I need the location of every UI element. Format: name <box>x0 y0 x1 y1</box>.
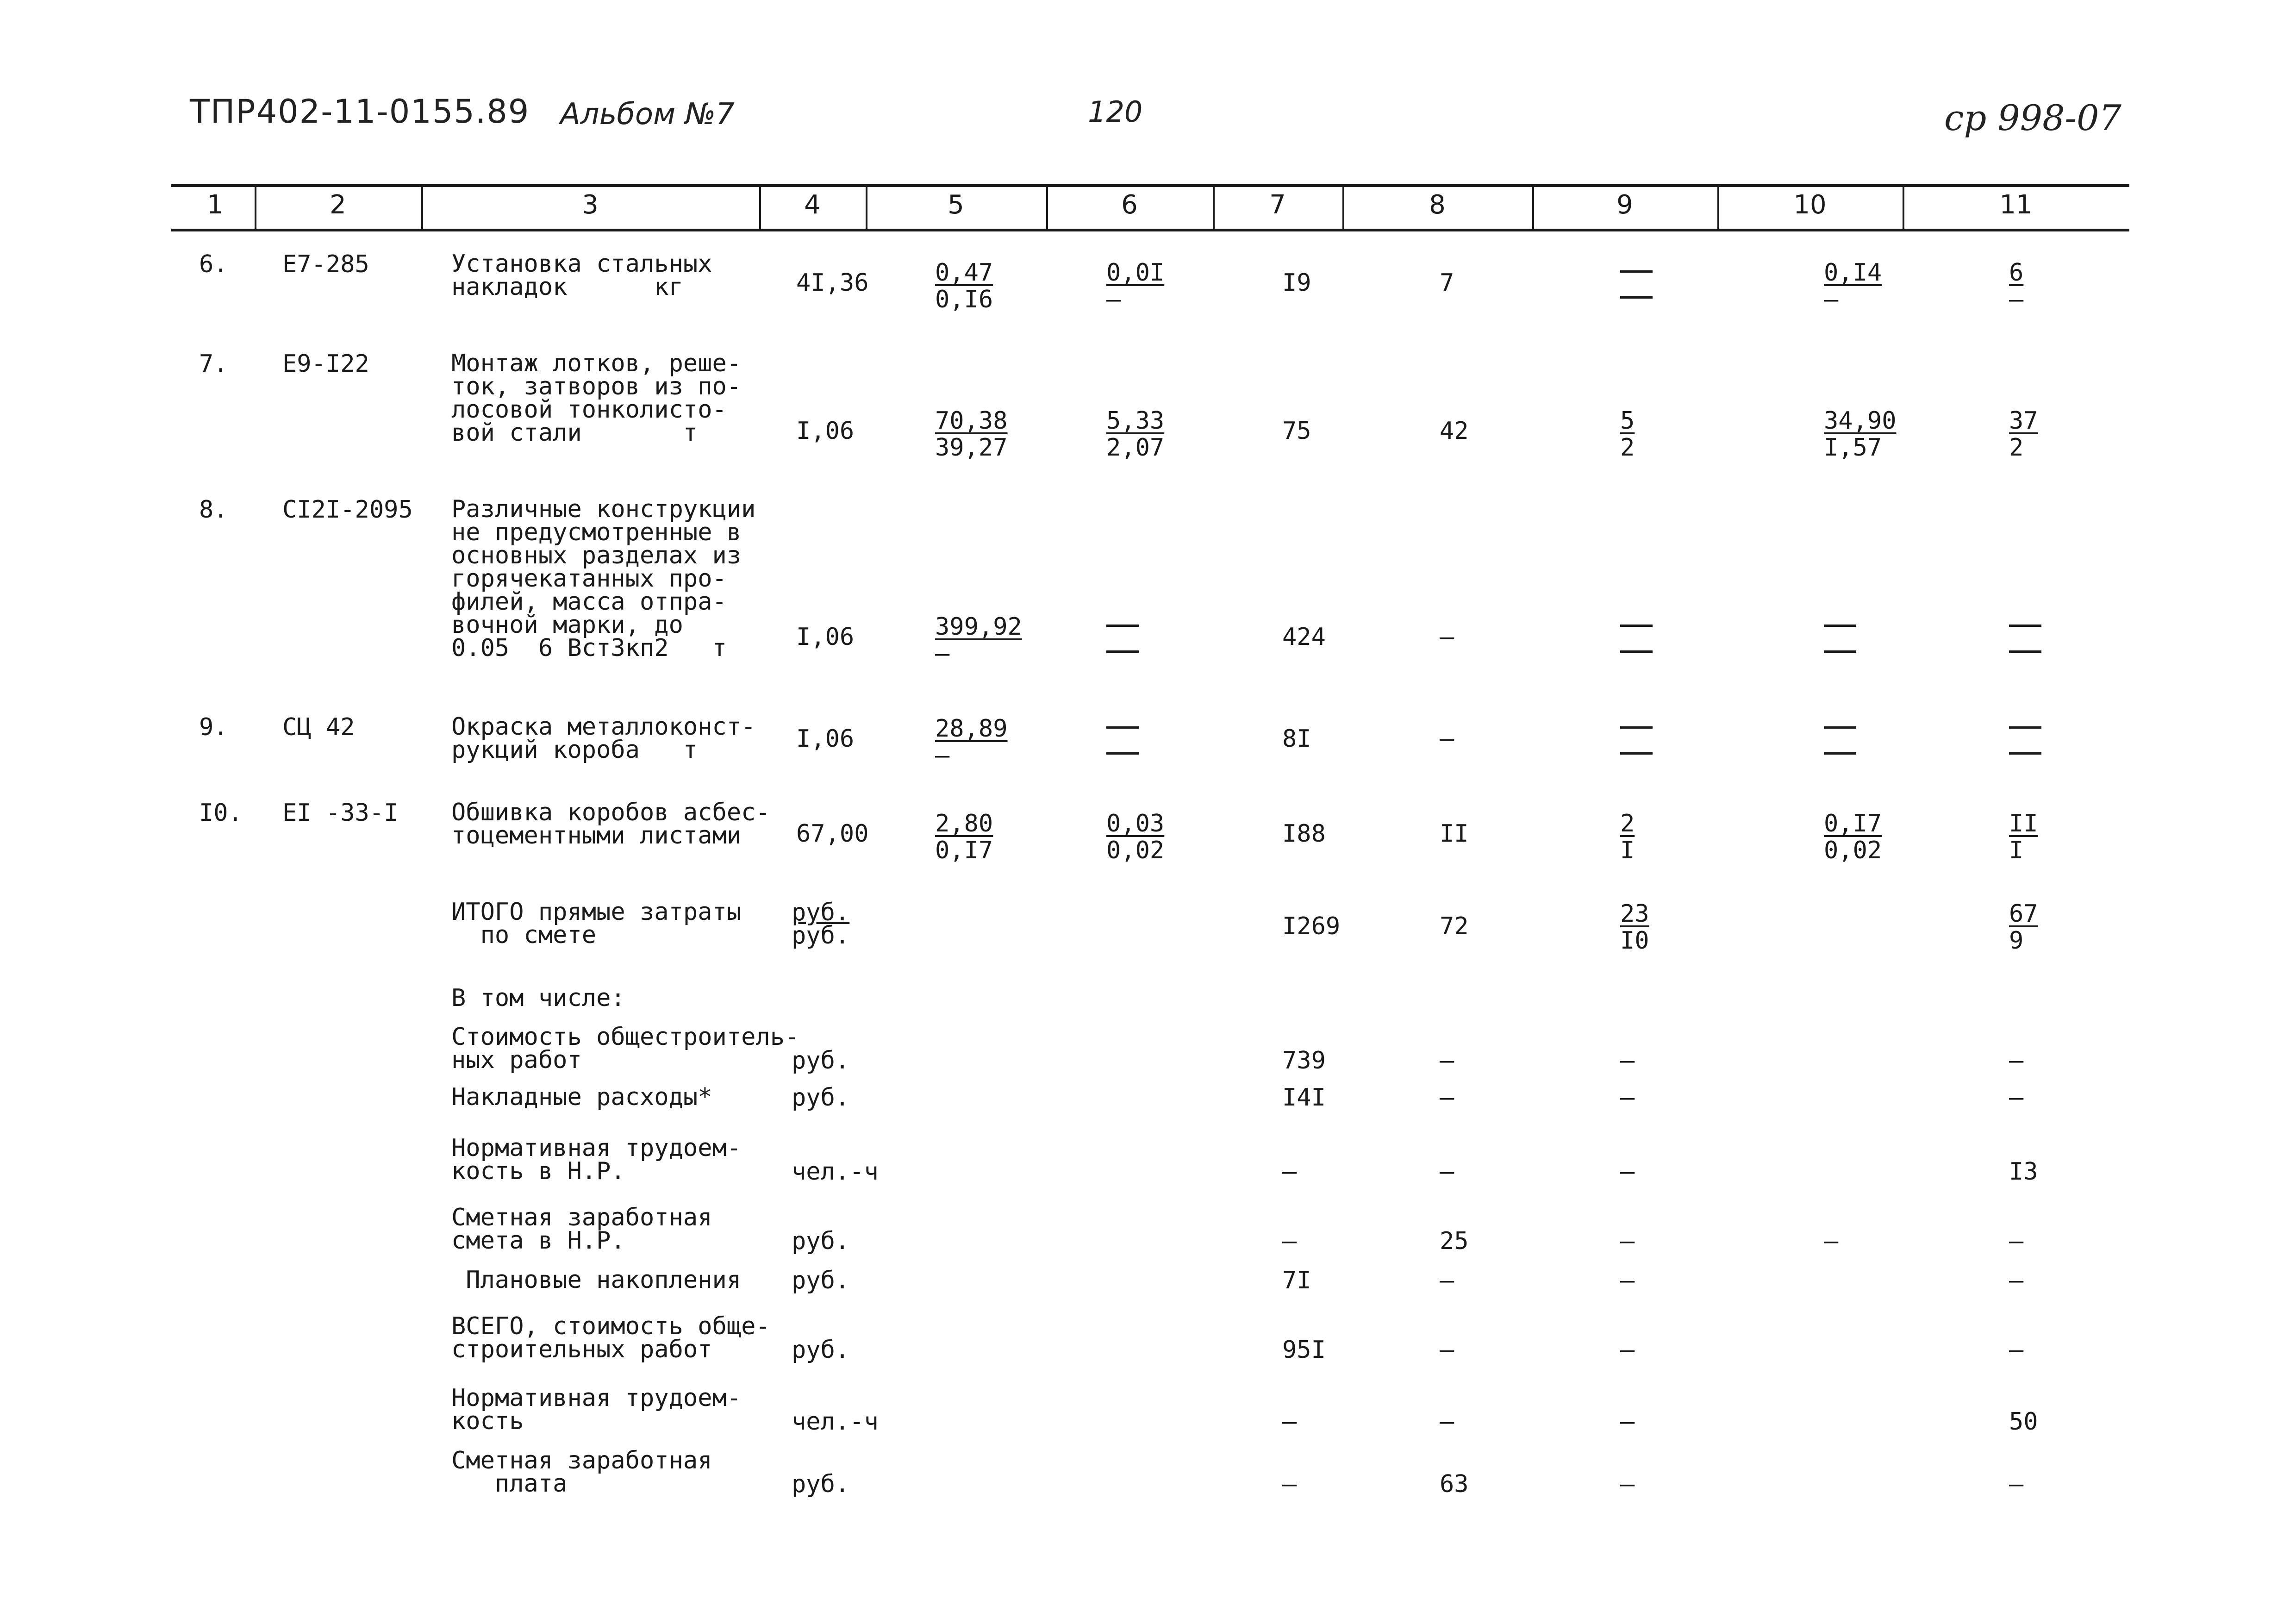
rate-code: Е7-285 <box>282 250 369 278</box>
labour-unit-dash <box>2009 726 2041 729</box>
total-cost: 424 <box>1282 623 1326 651</box>
summary-wages: – <box>1440 1158 1454 1186</box>
wages: 42 <box>1440 417 1469 445</box>
labour-unit-bottom: 2 <box>2009 434 2024 462</box>
total-labour-unit-top: 67 <box>2009 900 2038 928</box>
wages-unit <box>1620 810 1699 864</box>
summary-col9: – <box>1620 1084 1635 1112</box>
labour-unit-dash <box>2009 650 2041 653</box>
summary-unit: руб. <box>792 1227 850 1255</box>
summary-unit: руб. <box>792 1336 850 1364</box>
summary-wages: – <box>1440 1084 1454 1112</box>
summary-label: Нормативная трудоем- кость в Н.Р. <box>451 1134 742 1185</box>
column-number: 2 <box>330 190 346 220</box>
labour-unit <box>2009 259 2088 313</box>
summary-label: Сметная заработная плата <box>451 1447 712 1498</box>
labour-unit <box>2009 810 2088 864</box>
wages-unit-dash <box>1620 752 1653 755</box>
summary-col10: – <box>1824 1227 1839 1255</box>
wages: – <box>1440 725 1454 753</box>
summary-label: Плановые накопления <box>451 1266 742 1294</box>
summary-total: I4I <box>1282 1084 1326 1112</box>
cost-machines-dash <box>1106 650 1139 653</box>
summary-unit: руб. <box>792 1267 850 1294</box>
album-label: Альбом №7 <box>560 97 735 131</box>
summary-col9: – <box>1620 1047 1635 1074</box>
machine-unit-dash <box>1824 752 1856 755</box>
summary-unit: руб. <box>792 1084 850 1112</box>
cost-machines-bottom: 0,02 <box>1106 837 1165 864</box>
cost-direct-top: 70,38 <box>935 407 1008 435</box>
labour-unit-top: II <box>2009 810 2038 837</box>
summary-total: – <box>1282 1470 1297 1498</box>
cost-machines-dash <box>1106 726 1139 729</box>
table-header-rule <box>171 229 2129 231</box>
column-number: 11 <box>1999 190 2033 220</box>
cost-direct-bottom: 0,I7 <box>935 837 993 864</box>
summary-col9: – <box>1620 1408 1635 1436</box>
total-cost: I9 <box>1282 269 1311 297</box>
column-number: 3 <box>582 190 599 220</box>
cost-machines-dash <box>1106 752 1139 755</box>
wages-unit-top: 2 <box>1620 810 1635 837</box>
total-cost: I88 <box>1282 820 1326 848</box>
column-number: 10 <box>1793 190 1827 220</box>
wages-unit-top: 5 <box>1620 407 1635 435</box>
rate-code: Е9-I22 <box>282 350 369 378</box>
summary-total: – <box>1282 1227 1297 1255</box>
column-number: 9 <box>1616 190 1633 220</box>
summary-wages: – <box>1440 1336 1454 1364</box>
cost-direct <box>935 810 1014 864</box>
cost-machines-top: 0,03 <box>1106 810 1165 837</box>
total-labour-unit <box>2009 900 2088 954</box>
wages-unit-dash <box>1620 726 1653 729</box>
machine-unit <box>1824 407 1903 461</box>
machine-unit <box>1824 259 1903 313</box>
quantity: 67,00 <box>796 820 869 848</box>
total-cost: I269 <box>1282 912 1341 940</box>
total-cost: 8I <box>1282 725 1311 753</box>
cost-direct-top: 2,80 <box>935 810 993 837</box>
summary-wages: – <box>1440 1047 1454 1074</box>
rate-code: ЕI -33-I <box>282 799 399 827</box>
summary-label: ВСЕГО, стоимость обще- строительных работ <box>451 1312 770 1363</box>
cost-direct-bottom: – <box>935 640 950 668</box>
summary-total: – <box>1282 1158 1297 1186</box>
total-wages-unit-bottom: I0 <box>1620 927 1649 955</box>
summary-total: 7I <box>1282 1267 1311 1294</box>
summary-col11: – <box>2009 1227 2024 1255</box>
row-number: 6. <box>199 250 228 278</box>
summary-unit: руб. <box>792 1047 850 1074</box>
rate-code: СI2I-2095 <box>282 496 413 524</box>
summary-col11: – <box>2009 1470 2024 1498</box>
wages-unit <box>1620 407 1699 461</box>
work-description: Обшивка коробов асбес- тоцементными листами <box>451 799 770 849</box>
wages: – <box>1440 623 1454 651</box>
summary-col11: – <box>2009 1047 2024 1074</box>
summary-label: Сметная заработная смета в Н.Р. <box>451 1204 712 1255</box>
summary-unit: чел.-ч <box>792 1158 879 1186</box>
cost-machines <box>1106 407 1185 461</box>
cost-direct-bottom: 39,27 <box>935 434 1008 462</box>
work-description: Установка стальных накладок кг <box>451 250 712 301</box>
summary-wages: 25 <box>1440 1227 1469 1255</box>
wages-unit-dash <box>1620 625 1653 627</box>
labour-unit-dash <box>2009 752 2041 755</box>
total-cost: 75 <box>1282 417 1311 445</box>
machine-unit-dash <box>1824 625 1856 627</box>
quantity: I,06 <box>796 725 855 753</box>
summary-col11: – <box>2009 1336 2024 1364</box>
summary-total: – <box>1282 1408 1297 1436</box>
including-heading: В том числе: <box>451 984 625 1012</box>
row-number: 7. <box>199 350 228 378</box>
summary-wages: 63 <box>1440 1470 1469 1498</box>
cost-direct-top: 399,92 <box>935 613 1022 641</box>
machine-unit-bottom: 0,02 <box>1824 837 1882 864</box>
labour-unit-top: 6 <box>2009 259 2024 287</box>
cost-direct <box>935 259 1014 313</box>
column-number: 4 <box>804 190 821 220</box>
cost-direct <box>935 613 1022 668</box>
summary-col11: – <box>2009 1267 2024 1294</box>
machine-unit-dash <box>1824 650 1856 653</box>
summary-unit: чел.-ч <box>792 1408 879 1436</box>
summary-total: 739 <box>1282 1047 1326 1074</box>
work-description: Различные конструкции не предусмотренные в основных разделах из горячекатанных про- филей, масса отпра- вочной марки, до 0.05 6 ВстЗкп2 т <box>451 495 756 662</box>
wages-unit-bottom: I <box>1620 837 1635 864</box>
machine-unit-bottom: I,57 <box>1824 434 1882 462</box>
summary-col11: 50 <box>2009 1408 2038 1436</box>
total-unit: руб. <box>792 922 850 949</box>
wages: 7 <box>1440 269 1454 297</box>
machine-unit-dash <box>1824 726 1856 729</box>
machine-unit-bottom: – <box>1824 286 1839 313</box>
cost-machines-bottom: – <box>1106 286 1121 313</box>
summary-col11: – <box>2009 1084 2024 1112</box>
labour-unit-top: 37 <box>2009 407 2038 435</box>
summary-label: Нормативная трудоем- кость <box>451 1384 742 1435</box>
total-wages: 72 <box>1440 912 1469 940</box>
row-number: 9. <box>199 713 228 741</box>
summary-label: Накладные расходы* <box>451 1083 712 1111</box>
labour-unit-bottom: – <box>2009 286 2024 313</box>
rate-code: СЦ 42 <box>282 713 355 741</box>
labour-unit-bottom: I <box>2009 837 2024 864</box>
column-number: 8 <box>1429 190 1446 220</box>
summary-col9: – <box>1620 1158 1635 1186</box>
total-wages-unit-top: 23 <box>1620 900 1649 928</box>
cost-direct-top: 0,47 <box>935 259 993 287</box>
summary-label: Стоимость общестроитель- ных работ <box>451 1023 799 1074</box>
column-number: 5 <box>948 190 964 220</box>
wages: II <box>1440 820 1469 848</box>
cost-direct <box>935 715 1014 769</box>
total-labour-unit-bottom: 9 <box>2009 927 2024 955</box>
column-number: 7 <box>1269 190 1286 220</box>
machine-unit-top: 0,I4 <box>1824 259 1882 287</box>
summary-total: 95I <box>1282 1336 1326 1364</box>
summary-col9: – <box>1620 1267 1635 1294</box>
row-number: 8. <box>199 496 228 524</box>
wages-unit-dash <box>1620 296 1653 299</box>
table-top-rule <box>171 184 2129 187</box>
machine-unit-top: 34,90 <box>1824 407 1897 435</box>
summary-wages: – <box>1440 1408 1454 1436</box>
total-wages-unit <box>1620 900 1699 954</box>
summary-col9: – <box>1620 1336 1635 1364</box>
summary-wages: – <box>1440 1267 1454 1294</box>
machine-unit-top: 0,I7 <box>1824 810 1882 837</box>
cost-machines-bottom: 2,07 <box>1106 434 1165 462</box>
work-description: Окраска металлоконст- рукций короба т <box>451 713 756 764</box>
work-description: Монтаж лотков, реше- ток, затворов из по- лосовой тонколисто- вой стали т <box>451 350 742 447</box>
machine-unit <box>1824 810 1903 864</box>
labour-unit-dash <box>2009 625 2041 627</box>
cost-direct-bottom: – <box>935 742 950 769</box>
summary-unit: руб. <box>792 1470 850 1498</box>
cost-direct <box>935 407 1014 461</box>
wages-unit-dash <box>1620 650 1653 653</box>
column-number: 6 <box>1121 190 1138 220</box>
cost-direct-top: 28,89 <box>935 715 1008 743</box>
summary-col9: – <box>1620 1470 1635 1498</box>
summary-col11: I3 <box>2009 1158 2038 1186</box>
quantity: 4I,36 <box>796 269 869 297</box>
cost-direct-bottom: 0,I6 <box>935 286 993 313</box>
wages-unit-bottom: 2 <box>1620 434 1635 462</box>
total-unit: руб. <box>792 899 850 926</box>
quantity: I,06 <box>796 417 855 445</box>
document-code: ТПР402-11-0155.89 <box>190 93 530 131</box>
column-number: 1 <box>207 190 224 220</box>
cost-machines <box>1106 810 1185 864</box>
archive-stamp: ср 998-07 <box>1944 97 2121 138</box>
cost-machines-top: 0,0I <box>1106 259 1165 287</box>
page-number: 120 <box>1088 95 1143 129</box>
quantity: I,06 <box>796 623 855 651</box>
cost-machines-dash <box>1106 625 1139 627</box>
summary-col9: – <box>1620 1227 1635 1255</box>
labour-unit <box>2009 407 2088 461</box>
wages-unit-dash <box>1620 270 1653 273</box>
cost-machines <box>1106 259 1185 313</box>
total-description: ИТОГО прямые затраты по смете <box>451 898 742 949</box>
row-number: I0. <box>199 799 243 827</box>
cost-machines-top: 5,33 <box>1106 407 1165 435</box>
